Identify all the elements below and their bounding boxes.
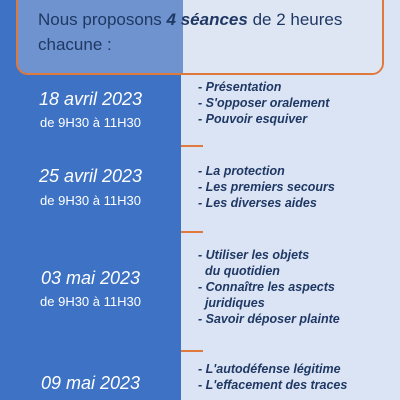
separator-tick: [181, 350, 203, 352]
intro-prefix: Nous proposons: [38, 10, 167, 29]
topic-item: - Utiliser les objets: [198, 248, 310, 262]
topic-item: - Les diverses aides: [198, 196, 317, 210]
intro-line-2: chacune :: [38, 35, 112, 54]
session-4-date: 09 mai 2023: [40, 373, 141, 393]
session-1-date: 18 avril 2023: [38, 89, 143, 109]
session-2-date: 25 avril 2023: [38, 166, 143, 186]
intro-count: 4: [166, 10, 176, 29]
session-3-topics: [198, 247, 340, 327]
topic-item: - La protection: [198, 164, 285, 178]
session-3-date: 03 mai 2023: [40, 268, 141, 288]
intro-line-1: [38, 10, 342, 30]
session-4-topics: [198, 361, 347, 393]
separator-tick: [181, 145, 203, 147]
topic-item: - Les premiers secours: [198, 180, 335, 194]
session-1-time: de 9H30 à 11H30: [40, 115, 141, 130]
topic-item: - L'autodéfense légitime: [198, 362, 341, 376]
topic-item: - Présentation: [198, 80, 282, 94]
session-3-time: de 9H30 à 11H30: [40, 294, 141, 309]
topic-item: - Pouvoir esquiver: [198, 112, 308, 126]
intro-word: séances: [176, 10, 248, 29]
topic-item: - Connaître les aspects: [198, 280, 335, 294]
topic-item: du quotidien: [198, 264, 280, 278]
topic-item: - Savoir déposer plainte: [198, 312, 340, 326]
topic-item: - S'opposer oralement: [198, 96, 330, 110]
topic-item: juridiques: [198, 296, 265, 310]
topic-item: - L'effacement des traces: [198, 378, 348, 392]
separator-tick: [181, 231, 203, 233]
session-2-topics: [198, 163, 335, 211]
intro-box: [16, 0, 384, 75]
intro-suffix: de 2 heures: [247, 10, 343, 29]
session-1-topics: [198, 79, 329, 127]
session-2-time: de 9H30 à 11H30: [40, 193, 141, 208]
